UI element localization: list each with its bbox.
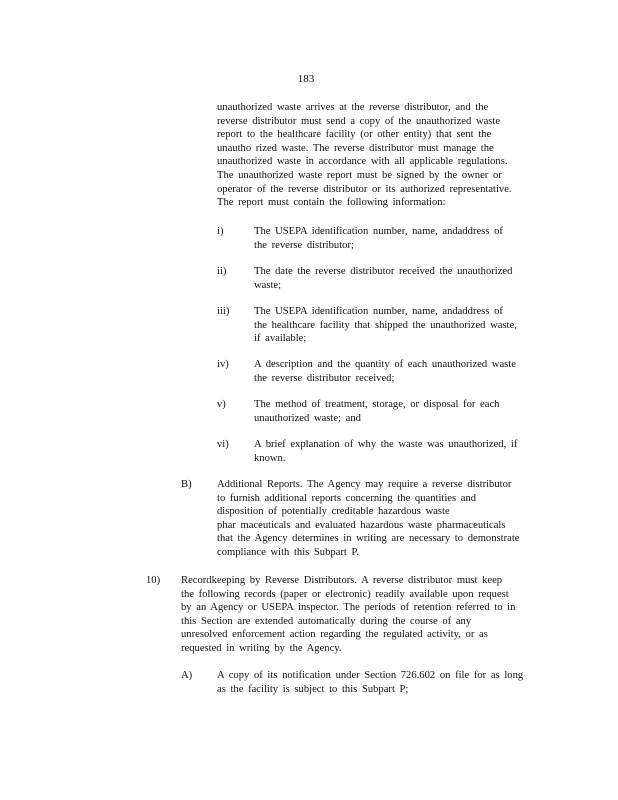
section-marker: A)	[181, 670, 193, 681]
list-item	[254, 438, 517, 465]
text-line: compliance with this Subpart P.	[217, 546, 359, 558]
section-10-paragraph	[181, 574, 515, 656]
text-line: A copy of its notification under Section 726.602 on file for as long	[217, 670, 524, 681]
text-line: The report must contain the following information:	[217, 197, 446, 209]
section-marker: B)	[181, 479, 192, 490]
text-line: operator of the reverse distributor or its authorized representative.	[217, 183, 512, 195]
text-line: The USEPA identification number, name, andaddress of	[254, 226, 503, 237]
page-number: 183	[297, 73, 315, 85]
list-item-marker: iv)	[217, 359, 229, 370]
text-line: waste;	[254, 279, 282, 291]
list-item-marker: i)	[217, 226, 224, 237]
list-item	[254, 225, 503, 252]
text-line: reverse distributor must send a copy of the unauthorized waste	[217, 115, 501, 127]
text-line: report to the healthcare facility (or other entity) that sent the	[217, 129, 492, 141]
section-b-paragraph	[217, 478, 519, 560]
text-line: unresolved enforcement action regarding the regulated activity, or as	[181, 629, 488, 641]
text-line: The method of treatment, storage, or disposal for each	[254, 399, 500, 410]
list-item	[254, 398, 499, 425]
text-line: the reverse distributor received;	[254, 372, 395, 384]
text-line: the following records (paper or electronic) readily available upon request	[181, 588, 509, 600]
text-line: unauthorized waste in accordance with all applicable regulations.	[217, 156, 508, 168]
text-line: The unauthorized waste report must be signed by the owner or	[217, 169, 502, 181]
text-line: disposition of potentially creditable hazardous waste	[217, 506, 450, 518]
text-line: by an Agency or USEPA inspector. The periods of retention referred to in	[181, 602, 516, 614]
list-item	[254, 305, 517, 346]
section-marker: 10)	[146, 575, 161, 586]
text-line: requested in writing by the Agency.	[181, 642, 342, 654]
text-line: A brief explanation of why the waste was unauthorized, if	[254, 439, 518, 450]
text-line: phar maceuticals and evaluated hazardous waste pharmaceuticals	[217, 519, 506, 531]
section-10a-paragraph	[217, 669, 523, 696]
text-line: Additional Reports. The Agency may require a reverse distributor	[217, 479, 512, 490]
text-line: if available;	[254, 333, 307, 345]
text-line: the reverse distributor;	[254, 239, 354, 251]
text-line: A description and the quantity of each unauthorized waste	[254, 359, 516, 370]
text-line: the healthcare facility that shipped the unauthorized waste,	[254, 319, 517, 331]
text-line: to furnish additional reports concerning the quantities and	[217, 492, 477, 504]
text-line: Recordkeeping by Reverse Distributors. A reverse distributor must keep	[181, 575, 503, 586]
list-item-marker: iii)	[217, 306, 230, 317]
text-line: The USEPA identification number, name, andaddress of	[254, 306, 503, 317]
text-line: unauthorized waste; and	[254, 412, 361, 424]
text-line: as the facility is subject to this Subpart P;	[217, 683, 409, 695]
text-line: unautho rized waste. The reverse distributor must manage the	[217, 142, 494, 154]
text-line: unauthorized waste arrives at the reverse distributor, and the	[217, 102, 489, 113]
list-item-marker: v)	[217, 399, 226, 410]
list-item	[254, 265, 512, 292]
intro-paragraph	[217, 101, 512, 210]
text-line: that the Agency determines in writing are necessary to demonstrate	[217, 533, 520, 545]
text-line: known.	[254, 452, 286, 464]
list-item-marker: vi)	[217, 439, 229, 450]
text-line: The date the reverse distributor received the unauthorized	[254, 266, 513, 277]
list-item	[254, 358, 516, 385]
text-line: this Section are extended automatically during the course of any	[181, 615, 472, 627]
list-item-marker: ii)	[217, 266, 227, 277]
